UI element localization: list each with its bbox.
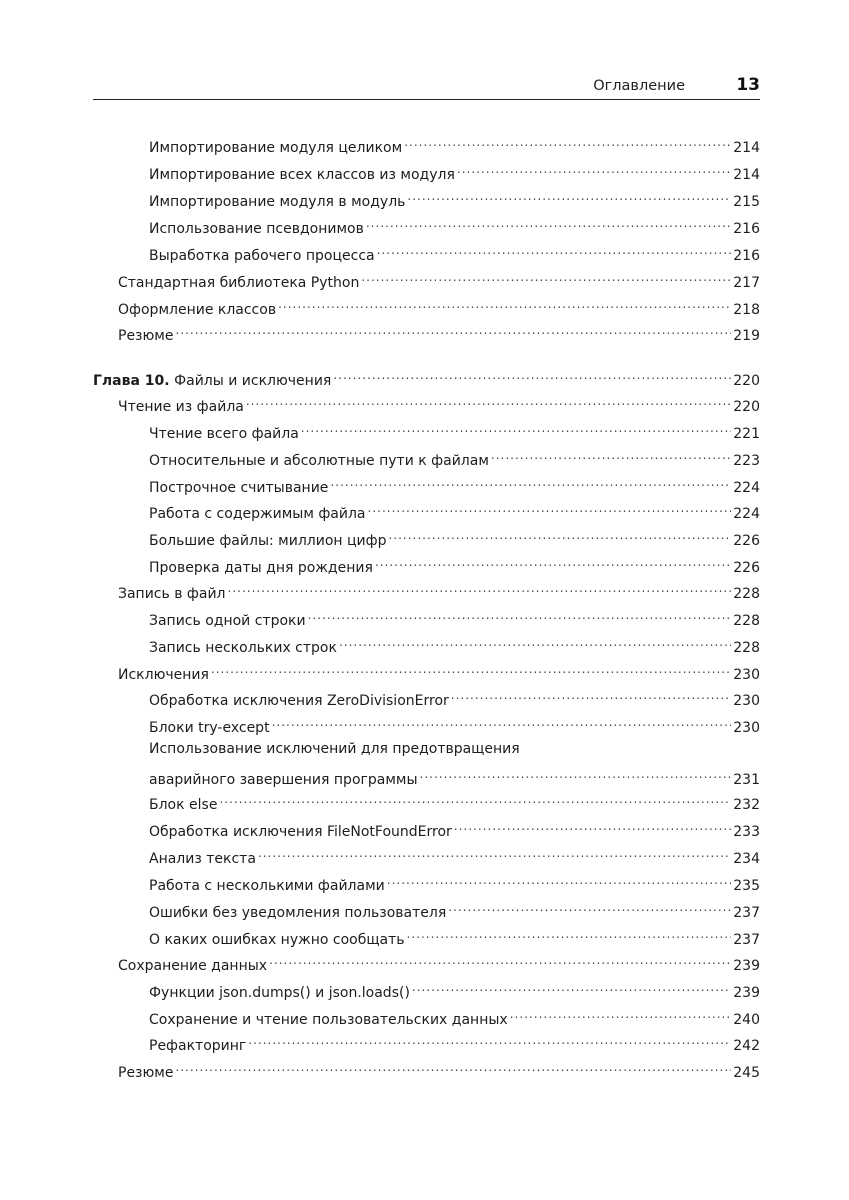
- toc-page-number: 216: [733, 248, 760, 264]
- dot-leader: [330, 472, 731, 492]
- dot-leader: [269, 950, 731, 970]
- toc-page-number: 215: [733, 194, 760, 210]
- dot-leader: [219, 789, 731, 809]
- toc-row[interactable]: [149, 816, 760, 840]
- toc-page-number: 224: [733, 506, 760, 522]
- toc-entry-title: Ошибки без уведомления пользователя: [149, 905, 447, 921]
- toc-entry-title: [93, 371, 331, 391]
- toc-page-number: 237: [733, 932, 760, 948]
- dot-leader: [448, 897, 731, 917]
- toc-entry-title: Импортирование всех классов из модуля: [149, 167, 455, 183]
- toc-entry-title: Стандартная библиотека Python: [118, 275, 360, 291]
- dot-leader: [333, 365, 731, 385]
- dot-leader: [308, 605, 732, 625]
- toc-page-number: 242: [733, 1038, 760, 1054]
- dot-leader: [404, 132, 731, 152]
- toc-row[interactable]: [149, 240, 760, 264]
- toc-entry-title: Чтение всего файла: [149, 426, 299, 442]
- toc-page-number: 245: [733, 1065, 760, 1081]
- toc-entry-title: Рефакторинг: [149, 1038, 247, 1054]
- toc-entry-title: Чтение из файла: [118, 399, 244, 415]
- dot-leader: [377, 240, 732, 260]
- toc-entry-title: Импортирование модуля в модуль: [149, 194, 406, 210]
- dot-leader: [407, 186, 731, 206]
- toc-page-number: 233: [733, 824, 760, 840]
- dot-leader: [457, 159, 731, 179]
- dot-leader: [420, 764, 732, 784]
- toc-page-number: 217: [733, 275, 760, 291]
- chapter-label: Глава 10.: [93, 373, 170, 389]
- header-title: Оглавление: [593, 78, 685, 94]
- toc-page-number: 218: [733, 302, 760, 318]
- toc-entry-title-line: Использование исключений для предотвращения: [149, 741, 520, 757]
- toc-page-number: 232: [733, 797, 760, 813]
- dot-leader: [412, 977, 731, 997]
- toc-page-number: 240: [733, 1012, 760, 1028]
- toc-row[interactable]: [118, 320, 760, 344]
- dot-leader: [272, 712, 732, 732]
- toc-page-number: 228: [733, 586, 760, 602]
- dot-leader: [368, 498, 732, 518]
- toc-page-number: 230: [733, 667, 760, 683]
- toc-entry-title: Резюме: [118, 1065, 174, 1081]
- toc-row[interactable]: [149, 632, 760, 656]
- toc-row[interactable]: [149, 186, 760, 210]
- dot-leader: [175, 1057, 731, 1077]
- dot-leader: [361, 267, 731, 287]
- toc-page-number: 226: [733, 560, 760, 576]
- toc-page-number: 228: [733, 640, 760, 656]
- toc-row[interactable]: [149, 843, 760, 867]
- toc-entry-title: Оформление классов: [118, 302, 277, 318]
- toc-row[interactable]: [149, 132, 760, 156]
- dot-leader: [339, 632, 731, 652]
- toc-entry-title: Обработка исключения ZeroDivisionError: [149, 693, 449, 709]
- dot-leader: [301, 418, 731, 438]
- toc-row[interactable]: [149, 977, 760, 1001]
- dot-leader: [175, 320, 731, 340]
- toc-page-number: 234: [733, 851, 760, 867]
- toc-row[interactable]: [118, 391, 760, 415]
- toc-row[interactable]: [149, 712, 760, 736]
- toc-row[interactable]: [149, 789, 760, 813]
- toc-entry-title: Запись нескольких строк: [149, 640, 337, 656]
- toc-entry-title: Работа с несколькими файлами: [149, 878, 385, 894]
- toc-row[interactable]: [149, 1030, 760, 1054]
- dot-leader: [278, 294, 731, 314]
- toc-row[interactable]: [149, 418, 760, 442]
- toc-page-number: 239: [733, 958, 760, 974]
- toc-row[interactable]: [118, 267, 760, 291]
- toc-page-number: 228: [733, 613, 760, 629]
- toc-row[interactable]: [149, 1004, 760, 1028]
- toc-entry-title: Запись одной строки: [149, 613, 306, 629]
- toc-entry-title: аварийного завершения программы: [149, 772, 418, 788]
- toc-row[interactable]: [149, 685, 760, 709]
- toc-row[interactable]: [149, 552, 760, 576]
- toc-entry-title: Импортирование модуля целиком: [149, 140, 403, 156]
- toc-page-number: 239: [733, 985, 760, 1001]
- toc-page-number: 223: [733, 453, 760, 469]
- toc-entry-title: Резюме: [118, 328, 174, 344]
- toc-row[interactable]: [149, 472, 760, 496]
- toc-entry-title: Блок else: [149, 797, 218, 813]
- dot-leader: [375, 552, 731, 572]
- toc-entry-title: Сохранение и чтение пользовательских данных: [149, 1012, 508, 1028]
- toc-page-number: 221: [733, 426, 760, 442]
- toc-entry-title: Исключения: [118, 667, 209, 683]
- toc-row[interactable]: [149, 605, 760, 629]
- dot-leader: [491, 445, 731, 465]
- toc-page-number: 226: [733, 533, 760, 549]
- toc-row[interactable]: [118, 950, 760, 974]
- toc-page-number: 219: [733, 328, 760, 344]
- toc-page-number: 224: [733, 480, 760, 496]
- dot-leader: [407, 924, 732, 944]
- toc-page-number: 237: [733, 905, 760, 921]
- toc-entry-title: Относительные и абсолютные пути к файлам: [149, 453, 489, 469]
- toc-page-number: 231: [733, 772, 760, 788]
- toc-row[interactable]: [149, 764, 760, 788]
- dot-leader: [248, 1030, 731, 1050]
- toc-page-number: 220: [733, 373, 760, 389]
- toc-entry-title: О каких ошибках нужно сообщать: [149, 932, 405, 948]
- dot-leader: [228, 578, 732, 598]
- toc-entry-title: Анализ текста: [149, 851, 256, 867]
- toc-page-number: 230: [733, 720, 760, 736]
- toc-entry-title: Обработка исключения FileNotFoundError: [149, 824, 452, 840]
- dot-leader: [211, 659, 731, 679]
- toc-page-number: 216: [733, 221, 760, 237]
- chapter-title: Файлы и исключения: [174, 373, 332, 389]
- toc-row[interactable]: [149, 213, 760, 237]
- toc-row[interactable]: [118, 578, 760, 602]
- toc-entry-title: Работа с содержимым файла: [149, 506, 366, 522]
- toc-row[interactable]: [118, 1057, 760, 1081]
- toc-entry-title: Выработка рабочего процесса: [149, 248, 375, 264]
- toc-page-number: 235: [733, 878, 760, 894]
- toc-entry-title: Сохранение данных: [118, 958, 268, 974]
- dot-leader: [454, 816, 731, 836]
- toc-entry-title: Использование псевдонимов: [149, 221, 364, 237]
- dot-leader: [510, 1004, 732, 1024]
- toc-page-number: 214: [733, 167, 760, 183]
- toc-entry-title: Большие файлы: миллион цифр: [149, 533, 387, 549]
- dot-leader: [258, 843, 731, 863]
- toc-page-number: 230: [733, 693, 760, 709]
- dot-leader: [451, 685, 732, 705]
- dot-leader: [246, 391, 731, 411]
- toc-page-number: 214: [733, 140, 760, 156]
- toc-row[interactable]: [149, 870, 760, 894]
- toc-row[interactable]: [149, 498, 760, 522]
- toc-row[interactable]: [149, 525, 760, 549]
- toc-row[interactable]: [149, 924, 760, 948]
- toc-row[interactable]: [118, 294, 760, 318]
- dot-leader: [366, 213, 731, 233]
- toc-entry-title: Блоки try-except: [149, 720, 270, 736]
- toc-row[interactable]: [149, 445, 760, 469]
- toc-row[interactable]: [118, 659, 760, 683]
- dot-leader: [387, 870, 732, 890]
- header-page-number: 13: [736, 75, 760, 95]
- toc-chapter-row[interactable]: [93, 365, 760, 389]
- toc-entry-title: Запись в файл: [118, 586, 226, 602]
- toc-entry-title: Построчное считывание: [149, 480, 329, 496]
- toc-entry-title: Функции json.dumps() и json.loads(): [149, 985, 410, 1001]
- toc-page-number: 220: [733, 399, 760, 415]
- dot-leader: [388, 525, 731, 545]
- toc-entry-title: Проверка даты дня рождения: [149, 560, 373, 576]
- toc-row[interactable]: [149, 159, 760, 183]
- toc-row[interactable]: [149, 897, 760, 921]
